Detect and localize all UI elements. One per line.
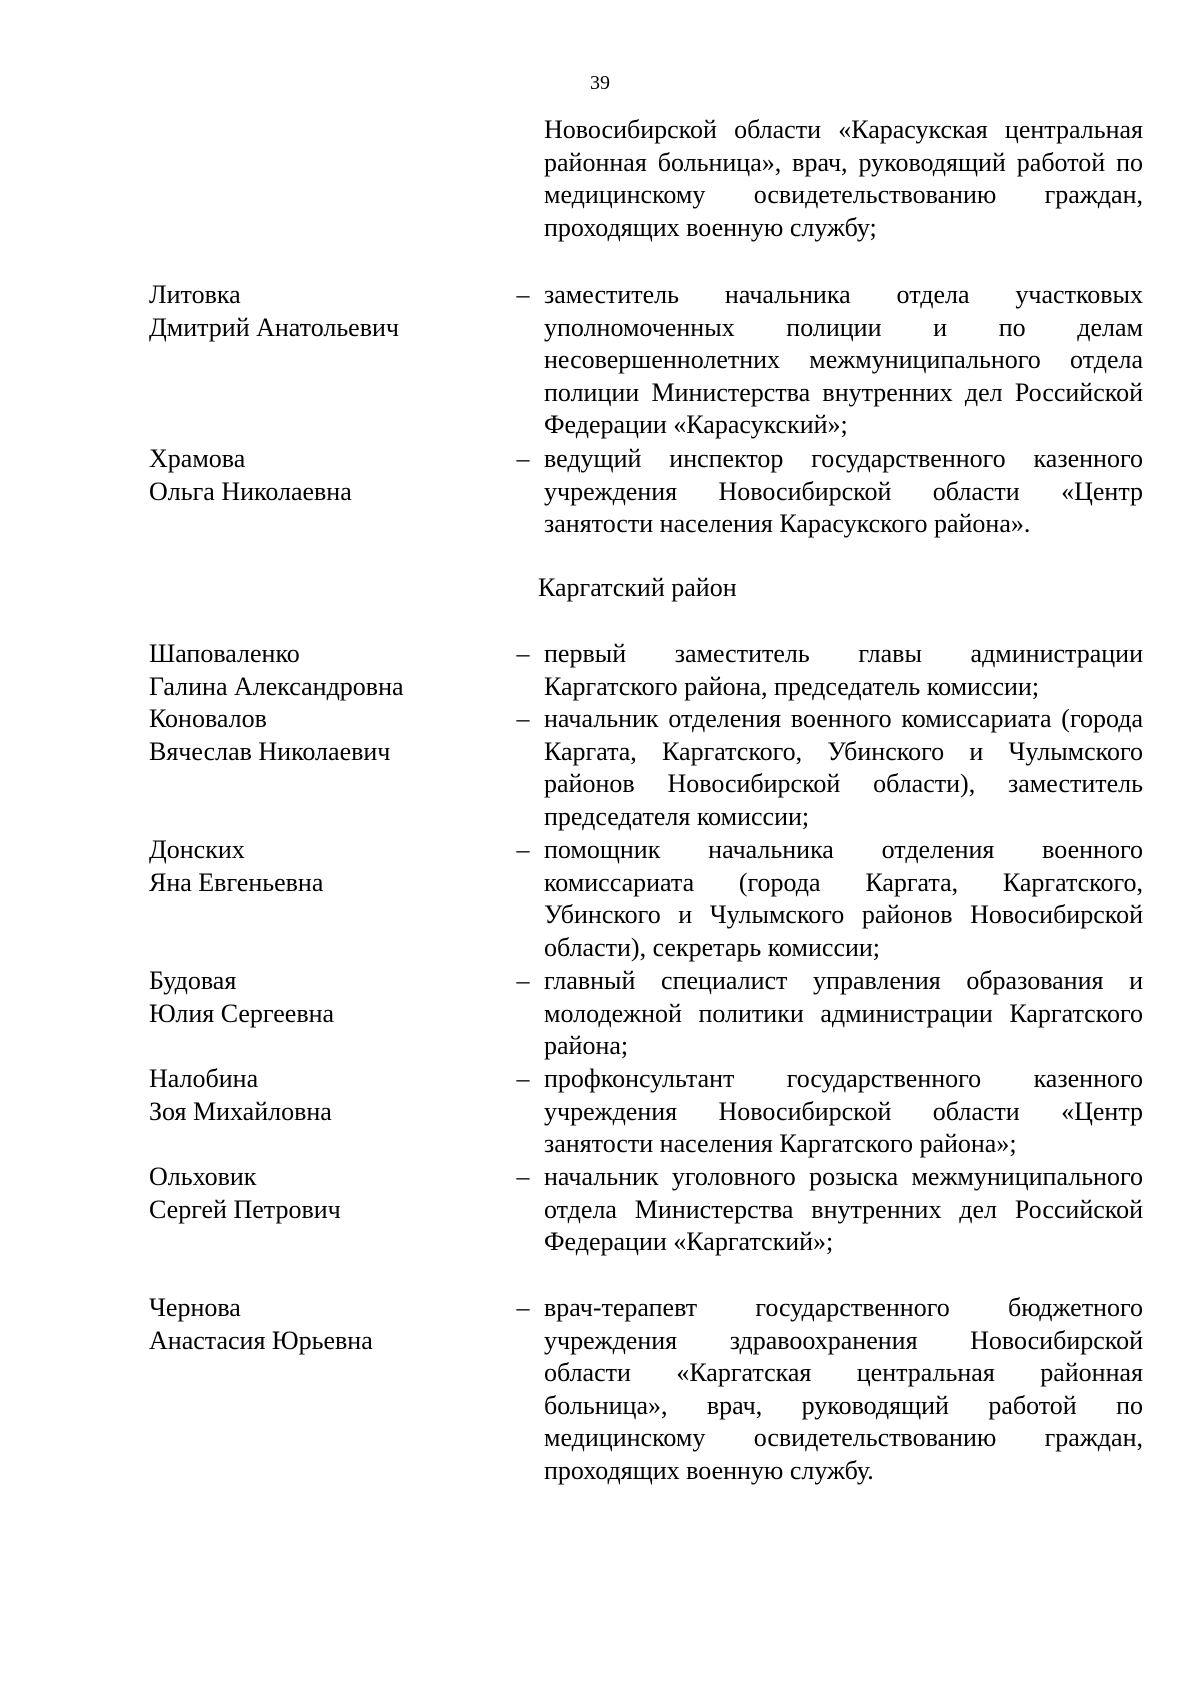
member-name: Будовая Юлия Сергеевна xyxy=(149,966,335,1028)
dash-separator: – xyxy=(516,1293,530,1322)
member-description: начальник отделения военного комиссариата (города Каргата, Каргатского, Убинского и Чулымского районов Новосибирской области), заместитель председателя комиссии; xyxy=(544,704,1143,831)
member-description: ведущий инспектор государственного казенного учреждения Новосибирской области «Центр занятости населения Карасукского района». xyxy=(544,444,1143,539)
member-description: врач-терапевт государственного бюджетного учреждения здравоохранения Новосибирской области «Каргатская центральная районная больница», врач, руководящий работой по медицинскому освидетельствованию граждан, проходящих военную службу. xyxy=(544,1293,1143,1485)
continuation-text: Новосибирской области «Карасукская центральная районная больница», врач, руководящий работой по медицинскому освидетельствованию граждан, проходящих военную службу; xyxy=(544,115,1143,242)
member-name: Храмова Ольга Николаевна xyxy=(149,444,352,506)
member-description: помощник начальника отделения военного комиссариата (города Каргата, Каргатского, Убинского и Чулымского районов Новосибирской области), секретарь комиссии; xyxy=(544,835,1143,962)
dash-separator: – xyxy=(516,280,530,309)
member-name: Донских Яна Евгеньевна xyxy=(149,835,324,897)
dash-separator: – xyxy=(516,639,530,668)
member-name: Чернова Анастасия Юрьевна xyxy=(149,1293,373,1355)
member-description: первый заместитель главы администрации Каргатского района, председатель комиссии; xyxy=(544,639,1143,701)
member-description: заместитель начальника отдела участковых уполномоченных полиции и по делам несовершеннолетних межмуниципального отдела полиции Министерства внутренних дел Российской Федерации «Карасукский»; xyxy=(544,280,1143,440)
dash-separator: – xyxy=(516,444,530,473)
member-name: Литовка Дмитрий Анатольевич xyxy=(149,280,399,342)
section-heading: Каргатский район xyxy=(538,573,737,602)
page-number: 39 xyxy=(590,72,610,94)
dash-separator: – xyxy=(516,966,530,995)
dash-separator: – xyxy=(516,704,530,733)
member-name: Ольховик Сергей Петрович xyxy=(149,1162,341,1224)
member-name: Шаповаленко Галина Александровна xyxy=(149,639,404,701)
member-name: Налобина Зоя Михайловна xyxy=(149,1064,332,1126)
member-name: Коновалов Вячеслав Николаевич xyxy=(149,704,391,766)
member-description: профконсультант государственного казенного учреждения Новосибирской области «Центр занятости населения Каргатского района»; xyxy=(544,1064,1143,1159)
dash-separator: – xyxy=(516,835,530,864)
member-description: начальник уголовного розыска межмуниципального отдела Министерства внутренних дел Российской Федерации «Каргатский»; xyxy=(544,1162,1143,1257)
member-description: главный специалист управления образования и молодежной политики администрации Каргатского района; xyxy=(544,966,1143,1061)
dash-separator: – xyxy=(516,1064,530,1093)
dash-separator: – xyxy=(516,1162,530,1191)
